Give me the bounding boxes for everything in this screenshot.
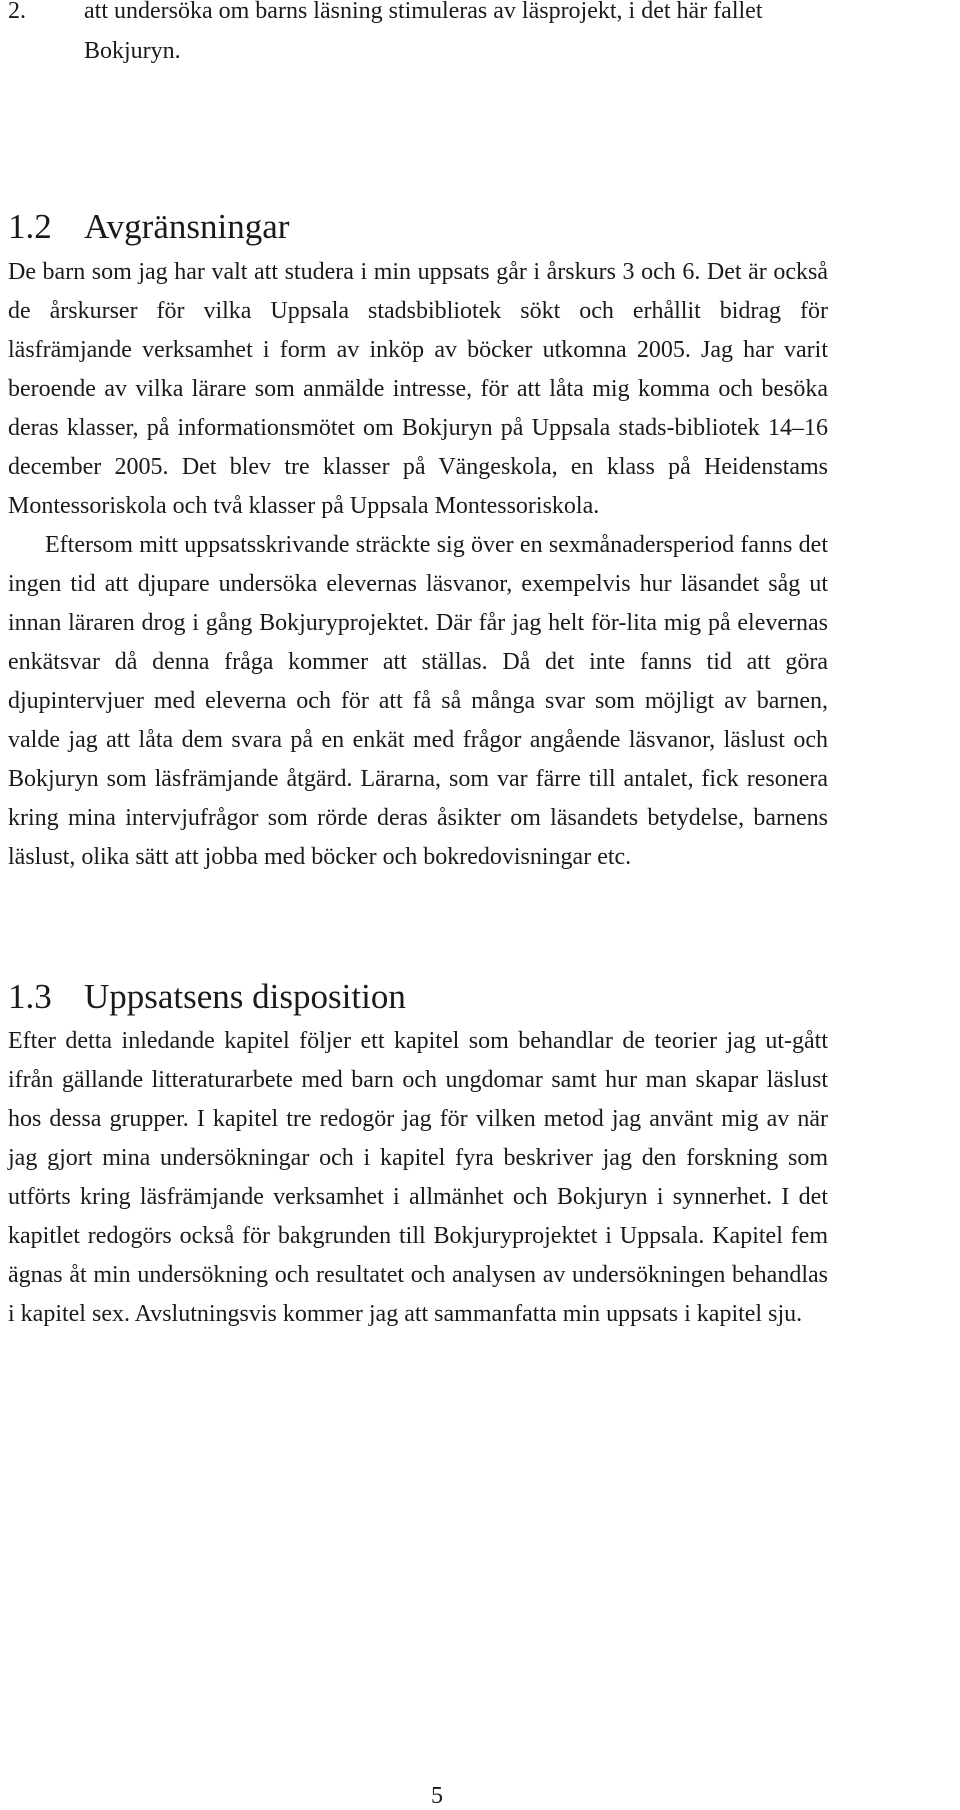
section-title: Avgränsningar (84, 207, 290, 246)
list-item-number: 2. (8, 0, 26, 24)
page-number: 5 (431, 1783, 443, 1809)
section-heading-1-3 (8, 977, 406, 1017)
list-item (4, 0, 830, 71)
section-number: 1.3 (8, 977, 52, 1016)
section-number: 1.2 (8, 207, 52, 246)
paragraph: Efter detta inledande kapitel följer ett kapitel som behandlar de teorier jag ut-gått ifrån gällande litteraturarbete med barn och ungdomar samt hur man skapar läslust hos dessa grupper. I kapitel tre redogör jag för vilken metod jag använt mig av när jag gjort mina undersökningar och i kapitel fyra beskriver jag den forskning som utförts kring läsfrämjande verksamhet i allmänhet och Bokjuryn i synnerhet. I det kapitlet redogörs också för bakgrunden till Bokjuryprojektet i Uppsala. Kapitel fem ägnas åt min undersökning och resultatet och analysen av undersökningen behandlas i kapitel sex. Avslutningsvis kommer jag att sammanfatta min uppsats i kapitel sju. (8, 1028, 828, 1327)
paragraph: De barn som jag har valt att studera i min uppsats går i årskurs 3 och 6. Det är också de årskurser för vilka Uppsala stadsbibliotek sökt och erhållit bidrag för läsfrämjande verksamhet i form av inköp av böcker utkomna 2005. Jag har varit beroende av vilka lärare som anmälde intresse, för att låta mig komma och besöka deras klasser, på informationsmötet om Bokjuryn på Uppsala stads-bibliotek 14–16 december 2005. Det blev tre klasser på Vängeskola, en klass på Heidenstams Montessoriskola och två klasser på Uppsala Montessoriskola. (8, 259, 828, 519)
section-title: Uppsatsens disposition (84, 977, 406, 1016)
list-item-text: att undersöka om barns läsning stimuleras av läsprojekt, i det här fallet Bokjuryn. (84, 0, 763, 64)
paragraph-text: Eftersom mitt uppsatsskrivande sträckte sig över en sexmånadersperiod fanns det ingen tid att djupare undersöka elevernas läsvanor, exempelvis hur läsandet såg ut innan läraren drog i gång Bokjuryprojektet. Där får jag helt för-lita mig på elevernas enkätsvar då denna fråga kommer att ställas. Då det inte fanns tid att göra djupintervjuer med eleverna och för att få så många svar som möjligt av barnen, valde jag att låta dem svara på en enkät med frågor angående läsvanor, läslust och Bokjuryn som läsfrämjande åtgärd. Lärarna, som var färre till antalet, fick resonera kring mina intervjufrågor som rörde deras åsikter om läsandets betydelse, barnens läslust, olika sätt att jobba med böcker och bokredovisningar etc. (8, 532, 828, 870)
paragraph (8, 526, 828, 877)
section-heading-1-2 (8, 207, 289, 247)
